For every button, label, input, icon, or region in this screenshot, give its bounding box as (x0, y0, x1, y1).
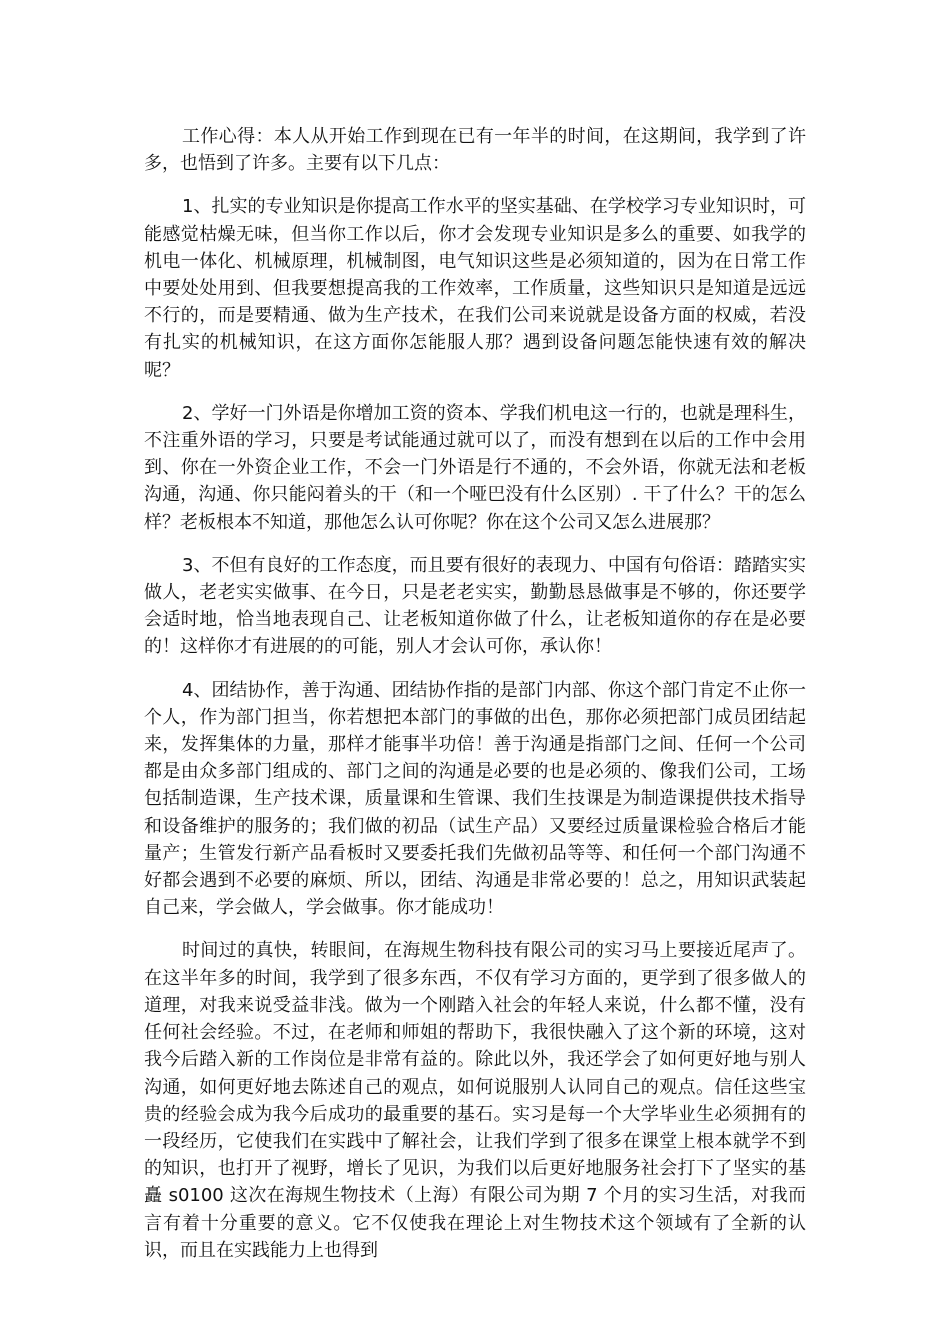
paragraph-intro: 工作心得：本人从开始工作到现在已有一年半的时间，在这期间，我学到了许多，也悟到了许多。主要有以下几点： (144, 126, 806, 175)
paragraph-point-1: 1、扎实的专业知识是你提高工作水平的坚实基础、在学校学习专业知识时，可能感觉枯燥无味，但当你工作以后，你才会发现专业知识是多么的重要、如我学的机电一体化、机械原理，机械制图，电气知识这些是必须知道的，因为在日常工作中要处处用到、但我要想提高我的工作效率，工作质量，这些知识只是知道是远远不行的，而是要精通、做为生产技术，在我们公司来说就是设备方面的权威，若没有扎实的机械知识，在这方面你怎能服人那？遇到设备问题怎能快速有效的解决呢？ (144, 196, 806, 381)
paragraph-point-3: 3、不但有良好的工作态度，而且要有很好的表现力、中国有句俗语：踏踏实实做人，老老实实做事、在今日，只是老老实实，勤勤恳恳做事是不够的，你还要学会适时地，恰当地表现自己、让老板知道你做了什么，让老板知道你的存在是必要的！这样你才有进展的的可能，别人才会认可你，承认你！ (144, 554, 806, 658)
paragraph-internship: 时间过的真快，转眼间，在海规生物科技有限公司的实习马上要接近尾声了。在这半年多的时间，我学到了很多东西，不仅有学习方面的，更学到了很多做人的道理，对我来说受益非浅。做为一个刚踏入社会的年轻人来说，什么都不懂，没有任何社会经验。不过，在老师和师姐的帮助下，我很快融入了这个新的环境，这对我今后踏入新的工作岗位是非常有益的。除此以外，我还学会了如何更好地与别人沟通，如何更好地去陈述自己的观点，如何说服别人认同自己的观点。信任这些宝贵的经验会成为我今后成功的最重要的基石。实习是每一个大学毕业生必须拥有的一段经历，它使我们在实践中了解社会，让我们学到了很多在课堂上根本就学不到的知识，也打开了视野，增长了见识，为我们以后更好地服务社会打下了坚实的基矗 s0100 这次在海规生物技术（上海）有限公司为期 7 个月的实习生活，对我而言有着十分重要的意义。它不仅使我在理论上对生物技术这个领域有了全新的认识，而且在实践能力上也得到 (144, 940, 806, 1261)
document-body (144, 123, 806, 1280)
paragraph-point-2: 2、学好一门外语是你增加工资的资本、学我们机电这一行的，也就是理科生，不注重外语的学习，只要是考试能通过就可以了，而没有想到在以后的工作中会用到、你在一外资企业工作，不会一门外语是行不通的，不会外语，你就无法和老板沟通，沟通、你只能闷着头的干（和一个哑巴没有什么区别）. 干了什么？干的怎么样？老板根本不知道，那他怎么认可你呢？你在这个公司又怎么进展那？ (144, 402, 806, 533)
paragraph-point-4: 4、团结协作，善于沟通、团结协作指的是部门内部、你这个部门肯定不止你一个人，作为部门担当，你若想把本部门的事做的出色，那你必须把部门成员团结起来，发挥集体的力量，那样才能事半功倍！善于沟通是指部门之间、任何一个公司都是由众多部门组成的、部门之间的沟通是必要的也是必须的、像我们公司，工场包括制造课，生产技术课，质量课和生管课、我们生技课是为制造课提供技术指导和设备维护的服务的；我们做的初品（试生产品）又要经过质量课检验合格后才能量产；生管发行新产品看板时又要委托我们先做初品等等、和任何一个部门沟通不好都会遇到不必要的麻烦、所以，团结、沟通是非常必要的！总之，用知识武装起自己来，学会做人，学会做事。你才能成功！ (144, 679, 806, 919)
